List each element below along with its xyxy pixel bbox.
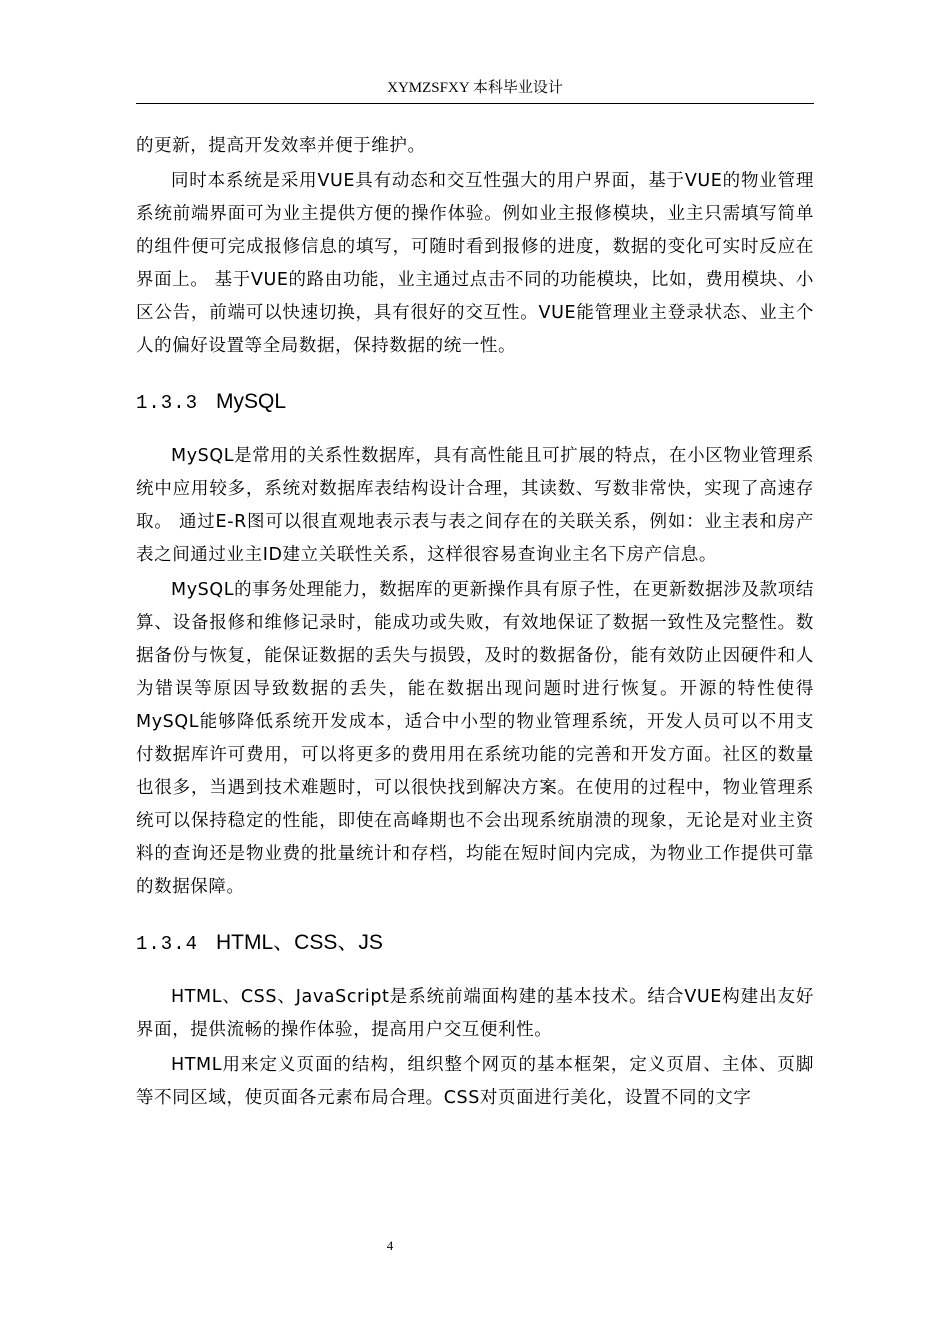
section-number: 1.3.3	[136, 392, 199, 414]
paragraph-frontend-tech: HTML、CSS、JavaScript是系统前端面构建的基本技术。结合VUE构建出友好界面，提供流畅的操作体验，提高用户交互便利性。	[136, 987, 814, 1040]
section-heading-html-css-js	[136, 928, 814, 959]
paragraph-mysql-intro: MySQL是常用的关系性数据库，具有高性能且可扩展的特点，在小区物业管理系统中应用较多，系统对数据库表结构设计合理，其读数、写数非常快，实现了高速存取。 通过E-R图可以很直观地表示表与表之间存在的关联关系，例如：业主表和房产表之间通过业主ID建立关联性关系，这样很容易查询业主名下房产信息。	[136, 446, 814, 565]
section-title: MySQL	[216, 390, 287, 413]
page-number: 4	[386, 1238, 394, 1253]
document-body	[136, 130, 814, 1115]
paragraph-continuation: 的更新，提高开发效率并便于维护。	[136, 136, 426, 156]
paragraph-mysql-transactions: MySQL的事务处理能力，数据库的更新操作具有原子性，在更新数据涉及款项结算、设备报修和维修记录时，能成功或失败，有效地保证了数据一致性及完整性。数据备份与恢复，能保证数据的丢失与损毁，及时的数据备份，能有效防止因硬件和人为错误等原因导致数据的丢失，能在数据出现问题时进行恢复。开源的特性使得MySQL能够降低系统开发成本，适合中小型的物业管理系统，开发人员可以不用支付数据库许可费用，可以将更多的费用用在系统功能的完善和开发方面。社区的数量也很多，当遇到技术难题时，可以很快找到解决方案。在使用的过程中，物业管理系统可以保持稳定的性能，即使在高峰期也不会出现系统崩溃的现象，无论是对业主资料的查询还是物业费的批量统计和存档，均能在短时间内完成，为物业工作提供可靠的数据保障。	[136, 580, 814, 897]
page-header-title: XYMZSFXY 本科毕业设计	[387, 80, 563, 96]
header-divider	[136, 103, 814, 104]
paragraph-html-structure: HTML用来定义页面的结构，组织整个网页的基本框架，定义页眉、主体、页脚等不同区域，使页面各元素布局合理。CSS对页面进行美化，设置不同的文字	[136, 1055, 814, 1108]
section-number: 1.3.4	[136, 933, 199, 955]
section-title: HTML、CSS、JS	[216, 931, 383, 954]
paragraph-vue-interaction: 同时本系统是采用VUE具有动态和交互性强大的用户界面，基于VUE的物业管理系统前端界面可为业主提供方便的操作体验。例如业主报修模块，业主只需填写简单的组件便可完成报修信息的填写，可随时看到报修的进度，数据的变化可实时反应在界面上。 基于VUE的路由功能，业主通过点击不同的功能模块，比如，费用模块、小区公告，前端可以快速切换，具有很好的交互性。VUE能管理业主登录状态、业主个人的偏好设置等全局数据，保持数据的统一性。	[136, 171, 814, 356]
section-heading-mysql	[136, 387, 814, 418]
